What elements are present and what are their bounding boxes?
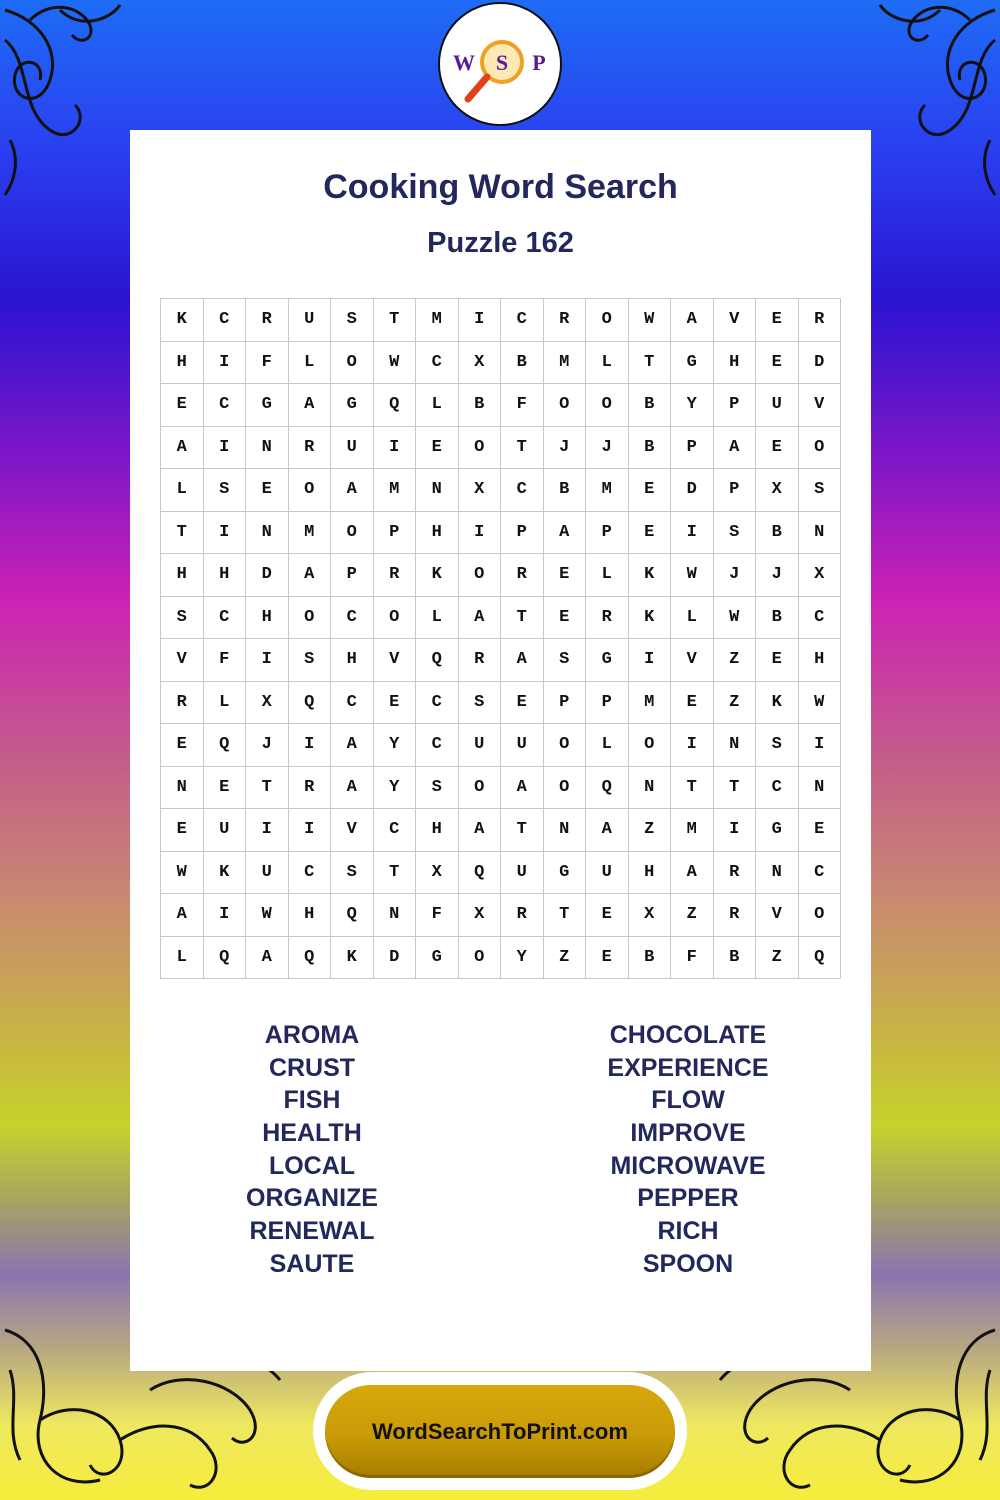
grid-cell: R (586, 597, 629, 640)
grid-cell: A (459, 809, 502, 852)
grid-cell: A (459, 597, 502, 640)
grid-cell: G (331, 384, 374, 427)
grid-cell: S (331, 299, 374, 342)
word-item: SAUTE (269, 1249, 355, 1278)
grid-cell: C (799, 597, 842, 640)
word-item: PEPPER (637, 1184, 739, 1213)
word-list-right (538, 1019, 838, 1281)
grid-cell: U (586, 852, 629, 895)
word-item: EXPERIENCE (607, 1053, 769, 1082)
grid-cell: Z (714, 639, 757, 682)
grid-cell: L (161, 937, 204, 980)
grid-cell: S (459, 682, 502, 725)
grid-cell: T (374, 299, 417, 342)
grid-cell: I (204, 427, 247, 470)
grid-cell: R (246, 299, 289, 342)
grid-cell: X (629, 894, 672, 937)
grid-cell: E (204, 767, 247, 810)
word-item: MICROWAVE (610, 1151, 766, 1180)
grid-cell: X (799, 554, 842, 597)
grid-cell: H (416, 809, 459, 852)
grid-cell: G (246, 384, 289, 427)
grid-cell: R (544, 299, 587, 342)
grid-cell: S (331, 852, 374, 895)
grid-cell: Z (629, 809, 672, 852)
grid-cell: E (501, 682, 544, 725)
grid-cell: G (756, 809, 799, 852)
grid-cell: O (331, 342, 374, 385)
grid-cell: J (714, 554, 757, 597)
grid-cell: I (289, 809, 332, 852)
grid-cell: E (756, 342, 799, 385)
grid-cell: A (501, 767, 544, 810)
grid-cell: E (671, 682, 714, 725)
grid-cell: F (671, 937, 714, 980)
grid-cell: P (331, 554, 374, 597)
grid-cell: W (374, 342, 417, 385)
grid-cell: T (501, 427, 544, 470)
grid-cell: B (501, 342, 544, 385)
grid-cell: F (204, 639, 247, 682)
grid-cell: I (246, 809, 289, 852)
grid-cell: V (799, 384, 842, 427)
grid-cell: U (756, 384, 799, 427)
grid-cell: S (756, 724, 799, 767)
grid-cell: C (374, 809, 417, 852)
grid-cell: M (671, 809, 714, 852)
puzzle-card (130, 130, 871, 1371)
grid-cell: N (799, 767, 842, 810)
grid-cell: Q (799, 937, 842, 980)
grid-cell: V (161, 639, 204, 682)
grid-cell: D (799, 342, 842, 385)
grid-cell: Y (374, 767, 417, 810)
grid-cell: S (799, 469, 842, 512)
grid-cell: O (544, 384, 587, 427)
grid-cell: G (671, 342, 714, 385)
grid-cell: R (161, 682, 204, 725)
grid-cell: A (331, 767, 374, 810)
grid-cell: E (161, 724, 204, 767)
grid-cell: C (416, 682, 459, 725)
grid-cell: A (501, 639, 544, 682)
grid-cell: A (544, 512, 587, 555)
grid-cell: M (544, 342, 587, 385)
grid-cell: O (331, 512, 374, 555)
grid-cell: W (161, 852, 204, 895)
word-item: SPOON (642, 1249, 734, 1278)
grid-cell: T (246, 767, 289, 810)
grid-cell: A (289, 554, 332, 597)
grid-cell: O (544, 724, 587, 767)
grid-cell: L (416, 597, 459, 640)
grid-cell: F (416, 894, 459, 937)
grid-cell: B (629, 937, 672, 980)
grid-cell: O (586, 384, 629, 427)
grid-cell: V (331, 809, 374, 852)
grid-cell: P (374, 512, 417, 555)
grid-cell: X (459, 342, 502, 385)
grid-cell: L (204, 682, 247, 725)
grid-cell: U (501, 724, 544, 767)
grid-cell: P (586, 682, 629, 725)
grid-cell: P (586, 512, 629, 555)
grid-cell: N (714, 724, 757, 767)
grid-cell: N (246, 427, 289, 470)
word-list-left (162, 1019, 462, 1281)
grid-cell: C (799, 852, 842, 895)
grid-cell: Q (204, 724, 247, 767)
grid-cell: M (416, 299, 459, 342)
page-title: Cooking Word Search (323, 168, 678, 206)
grid-cell: T (501, 809, 544, 852)
grid-cell: X (756, 469, 799, 512)
grid-cell: N (161, 767, 204, 810)
grid-cell: D (246, 554, 289, 597)
grid-cell: B (459, 384, 502, 427)
grid-cell: E (544, 597, 587, 640)
grid-cell: V (671, 639, 714, 682)
grid-cell: P (671, 427, 714, 470)
grid-cell: H (331, 639, 374, 682)
grid-cell: A (161, 427, 204, 470)
grid-cell: I (799, 724, 842, 767)
grid-cell: Z (756, 937, 799, 980)
grid-cell: C (204, 597, 247, 640)
grid-cell: S (289, 639, 332, 682)
corner-ornament-top-right (850, 0, 1000, 200)
grid-cell: W (246, 894, 289, 937)
grid-cell: Q (204, 937, 247, 980)
grid-cell: L (586, 554, 629, 597)
grid-cell: B (629, 427, 672, 470)
grid-cell: E (246, 469, 289, 512)
grid-cell: H (289, 894, 332, 937)
grid-cell: N (374, 894, 417, 937)
grid-cell: P (714, 469, 757, 512)
grid-cell: C (416, 724, 459, 767)
grid-cell: P (544, 682, 587, 725)
grid-cell: S (714, 512, 757, 555)
grid-cell: A (289, 384, 332, 427)
grid-cell: A (671, 299, 714, 342)
grid-cell: K (204, 852, 247, 895)
grid-cell: U (289, 299, 332, 342)
grid-cell: K (161, 299, 204, 342)
grid-cell: Q (586, 767, 629, 810)
grid-cell: T (629, 342, 672, 385)
grid-cell: E (756, 427, 799, 470)
grid-cell: Q (374, 384, 417, 427)
grid-cell: X (459, 894, 502, 937)
grid-cell: N (246, 512, 289, 555)
grid-cell: B (756, 512, 799, 555)
grid-cell: J (544, 427, 587, 470)
grid-cell: B (544, 469, 587, 512)
grid-cell: H (629, 852, 672, 895)
word-item: CHOCOLATE (609, 1021, 767, 1049)
grid-cell: E (586, 937, 629, 980)
grid-cell: U (501, 852, 544, 895)
grid-cell: H (246, 597, 289, 640)
logo-letter-s: S (495, 50, 509, 75)
grid-cell: M (374, 469, 417, 512)
grid-cell: X (246, 682, 289, 725)
grid-cell: C (501, 299, 544, 342)
grid-cell: B (629, 384, 672, 427)
grid-cell: T (671, 767, 714, 810)
grid-cell: I (671, 724, 714, 767)
grid-cell: H (799, 639, 842, 682)
grid-cell: Q (459, 852, 502, 895)
grid-cell: M (629, 682, 672, 725)
logo-letter-w: W (453, 50, 475, 75)
grid-cell: J (246, 724, 289, 767)
grid-cell: C (204, 384, 247, 427)
grid-cell: O (629, 724, 672, 767)
grid-cell: L (416, 384, 459, 427)
grid-cell: K (629, 597, 672, 640)
grid-cell: O (586, 299, 629, 342)
word-item: IMPROVE (630, 1119, 746, 1148)
grid-cell: Z (714, 682, 757, 725)
word-item: FLOW (651, 1086, 725, 1115)
grid-cell: H (161, 554, 204, 597)
grid-cell: P (714, 384, 757, 427)
puzzle-number: Puzzle 162 (427, 227, 574, 259)
grid-cell: S (204, 469, 247, 512)
corner-ornament-top-left (0, 0, 150, 200)
grid-cell: O (544, 767, 587, 810)
grid-cell: T (544, 894, 587, 937)
grid-cell: A (246, 937, 289, 980)
grid-cell: R (289, 767, 332, 810)
grid-cell: O (459, 767, 502, 810)
grid-cell: H (714, 342, 757, 385)
grid-cell: N (799, 512, 842, 555)
word-item: HEALTH (262, 1119, 362, 1148)
grid-cell: Q (331, 894, 374, 937)
grid-cell: Z (671, 894, 714, 937)
grid-cell: T (161, 512, 204, 555)
grid-cell: H (161, 342, 204, 385)
footer-banner[interactable] (325, 1385, 675, 1478)
grid-cell: I (204, 342, 247, 385)
grid-cell: I (246, 639, 289, 682)
word-item: FISH (283, 1086, 341, 1115)
grid-cell: I (459, 299, 502, 342)
grid-cell: E (629, 469, 672, 512)
grid-cell: G (586, 639, 629, 682)
grid-cell: Q (289, 937, 332, 980)
grid-cell: R (714, 852, 757, 895)
grid-cell: M (289, 512, 332, 555)
grid-cell: K (756, 682, 799, 725)
grid-cell: R (459, 639, 502, 682)
grid-cell: V (374, 639, 417, 682)
grid-cell: O (799, 427, 842, 470)
grid-cell: V (756, 894, 799, 937)
grid-cell: Q (289, 682, 332, 725)
grid-cell: A (331, 469, 374, 512)
grid-cell: C (331, 682, 374, 725)
grid-cell: C (204, 299, 247, 342)
grid-cell: G (544, 852, 587, 895)
grid-cell: A (586, 809, 629, 852)
grid-cell: E (544, 554, 587, 597)
word-item: RICH (657, 1217, 719, 1246)
grid-cell: S (544, 639, 587, 682)
grid-cell: X (416, 852, 459, 895)
word-item: CRUST (268, 1053, 356, 1082)
grid-cell: E (161, 384, 204, 427)
grid-cell: N (416, 469, 459, 512)
grid-cell: R (799, 299, 842, 342)
grid-cell: O (374, 597, 417, 640)
grid-cell: E (756, 639, 799, 682)
grid-cell: F (246, 342, 289, 385)
grid-cell: U (331, 427, 374, 470)
grid-cell: S (416, 767, 459, 810)
grid-cell: U (204, 809, 247, 852)
grid-cell: N (544, 809, 587, 852)
grid-cell: L (586, 342, 629, 385)
grid-cell: X (459, 469, 502, 512)
site-logo (438, 2, 562, 126)
grid-cell: I (629, 639, 672, 682)
grid-cell: R (714, 894, 757, 937)
grid-cell: D (374, 937, 417, 980)
grid-cell: C (289, 852, 332, 895)
grid-cell: I (204, 894, 247, 937)
grid-cell: D (671, 469, 714, 512)
grid-cell: I (374, 427, 417, 470)
grid-cell: L (289, 342, 332, 385)
grid-cell: R (289, 427, 332, 470)
grid-cell: H (204, 554, 247, 597)
grid-cell: I (204, 512, 247, 555)
grid-cell: R (501, 894, 544, 937)
grid-cell: E (161, 809, 204, 852)
grid-cell: E (629, 512, 672, 555)
grid-cell: O (459, 937, 502, 980)
grid-cell: E (756, 299, 799, 342)
grid-cell: E (416, 427, 459, 470)
grid-cell: L (586, 724, 629, 767)
grid-cell: K (331, 937, 374, 980)
grid-cell: J (586, 427, 629, 470)
grid-cell: C (416, 342, 459, 385)
grid-cell: K (416, 554, 459, 597)
grid-cell: N (756, 852, 799, 895)
grid-cell: V (714, 299, 757, 342)
grid-cell: O (289, 597, 332, 640)
grid-cell: S (161, 597, 204, 640)
grid-cell: C (501, 469, 544, 512)
grid-cell: A (714, 427, 757, 470)
grid-cell: O (799, 894, 842, 937)
grid-cell: T (501, 597, 544, 640)
grid-cell: J (756, 554, 799, 597)
grid-cell: H (416, 512, 459, 555)
word-item: ORGANIZE (246, 1184, 378, 1213)
grid-cell: O (459, 554, 502, 597)
grid-cell: A (331, 724, 374, 767)
word-item: LOCAL (268, 1151, 356, 1180)
grid-cell: O (289, 469, 332, 512)
grid-cell: C (331, 597, 374, 640)
grid-cell: Z (544, 937, 587, 980)
grid-cell: T (714, 767, 757, 810)
footer-link[interactable]: WordSearchToPrint.com (372, 1418, 628, 1444)
grid-cell: U (459, 724, 502, 767)
grid-cell: T (374, 852, 417, 895)
grid-cell: Q (416, 639, 459, 682)
grid-cell: E (374, 682, 417, 725)
grid-cell: I (714, 809, 757, 852)
grid-cell: O (459, 427, 502, 470)
letter-grid (160, 298, 841, 979)
word-item: RENEWAL (249, 1217, 375, 1246)
grid-cell: W (671, 554, 714, 597)
grid-cell: E (586, 894, 629, 937)
grid-cell: E (799, 809, 842, 852)
grid-cell: Y (501, 937, 544, 980)
grid-cell: L (671, 597, 714, 640)
grid-cell: I (289, 724, 332, 767)
grid-cell: L (161, 469, 204, 512)
grid-cell: K (629, 554, 672, 597)
grid-cell: U (246, 852, 289, 895)
grid-cell: F (501, 384, 544, 427)
grid-cell: C (756, 767, 799, 810)
grid-cell: M (586, 469, 629, 512)
grid-cell: Y (671, 384, 714, 427)
grid-cell: N (629, 767, 672, 810)
grid-cell: B (714, 937, 757, 980)
grid-cell: Y (374, 724, 417, 767)
grid-cell: I (459, 512, 502, 555)
grid-cell: W (714, 597, 757, 640)
grid-cell: W (629, 299, 672, 342)
word-item: AROMA (264, 1021, 360, 1049)
grid-cell: W (799, 682, 842, 725)
grid-cell: I (671, 512, 714, 555)
grid-cell: G (416, 937, 459, 980)
grid-cell: R (374, 554, 417, 597)
logo-letter-p: P (532, 50, 546, 75)
grid-cell: B (756, 597, 799, 640)
grid-cell: R (501, 554, 544, 597)
grid-cell: A (671, 852, 714, 895)
grid-cell: A (161, 894, 204, 937)
grid-cell: P (501, 512, 544, 555)
